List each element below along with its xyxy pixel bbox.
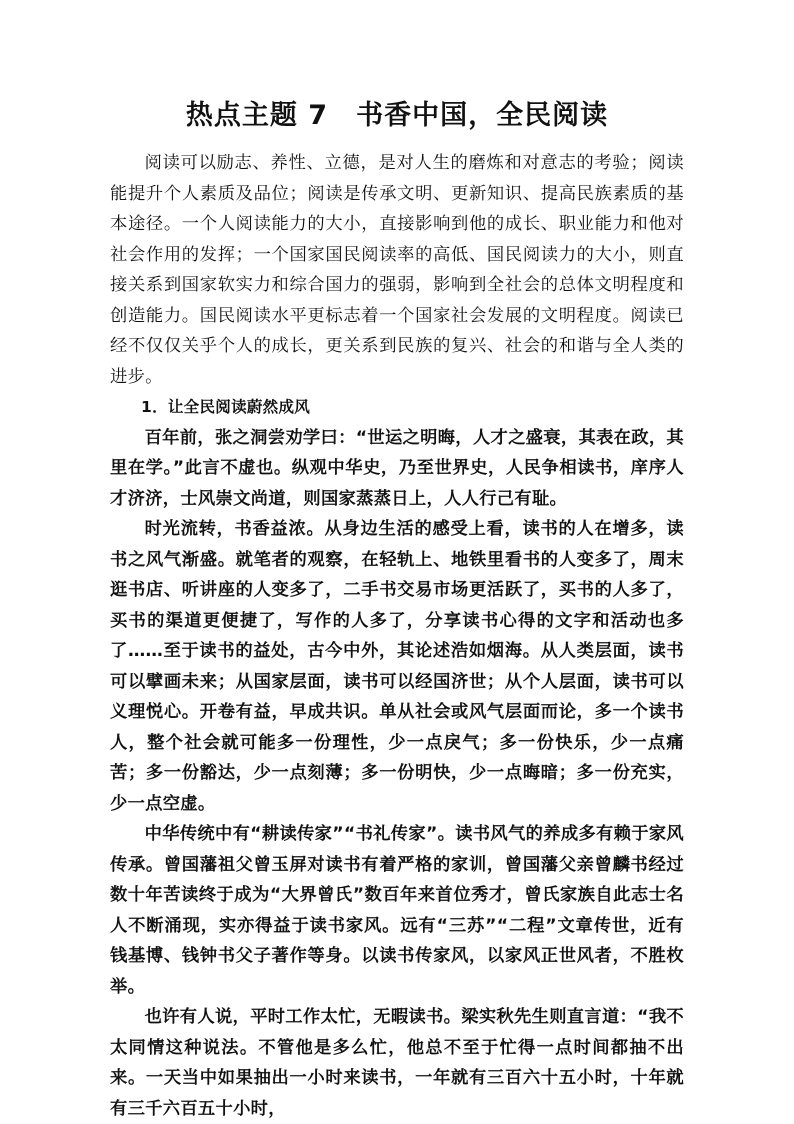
body-paragraph: 百年前，张之洞尝劝学曰：“世运之明晦，人才之盛衰，其表在政，其里在学。”此言不虚也。纵观中华史，乃至世界史，人民争相读书，庠序人才济济，士风崇文尚道，则国家蒸蒸日上，人人行己有耻。 [110, 427, 684, 509]
body-paragraph: 也许有人说，平时工作太忙，无暇读书。梁实秋先生则直言道：“我不太同情这种说法。不管他是多么忙，他总不至于忙得一点时间都抽不出来。一天当中如果抽出一小时来读书，一年就有三百六十五小时，十年就有三千六百五十小时， [110, 1007, 684, 1119]
document-body [110, 148, 684, 1124]
body-paragraph: 中华传统中有“耕读传家”“书礼传家”。读书风气的养成多有赖于家风传承。曾国藩祖父曾玉屏对读书有着严格的家训，曾国藩父亲曾麟书经过数十年苦读终于成为“大界曾氏”数百年来首位秀才，曾氏家族自此志士名人不断涌现，实亦得益于读书家风。远有“三苏”“二程”文章传世，近有钱基博、钱钟书父子著作等身。以读书传家风，以家风正世风者，不胜枚举。 [110, 824, 684, 997]
body-paragraph: 时光流转，书香益浓。从身边生活的感受上看，读书的人在增多，读书之风气渐盛。就笔者的观察，在轻轨上、地铁里看书的人变多了，周末逛书店、听讲座的人变多了，二手书交易市场更活跃了，买书的人多了，买书的渠道更便捷了，写作的人多了，分享读书心得的文字和活动也多了……至于读书的益处，古今中外，其论述浩如烟海。从人类层面，读书可以擘画未来；从国家层面，读书可以经国济世；从个人层面，读书可以义理悦心。开卷有益，早成共识。单从社会或风气层面而论，多一个读书人，整个社会就可能多一份理性，少一点戾气；多一份快乐，少一点痛苦；多一份豁达，少一点刻薄；多一份明快，少一点晦暗；多一份充实，少一点空虚。 [110, 519, 684, 814]
page-title: 热点主题 7 书香中国，全民阅读 [185, 100, 609, 131]
intro-paragraph: 阅读可以励志、养性、立德，是对人生的磨炼和对意志的考验；阅读能提升个人素质及品位；阅读是传承文明、更新知识、提高民族素质的基本途径。一个人阅读能力的大小，直接影响到他的成长、职业能力和他对社会作用的发挥；一个国家国民阅读率的高低、国民阅读力的大小，则直接关系到国家软实力和综合国力的强弱，影响到全社会的总体文明程度和创造能力。国民阅读水平更标志着一个国家社会发展的文明程度。阅读已经不仅仅关乎个人的成长，更关系到民族的复兴、社会的和谐与全人类的进步。 [110, 153, 684, 387]
section-heading: 1．让全民阅读蔚然成风 [141, 398, 311, 416]
